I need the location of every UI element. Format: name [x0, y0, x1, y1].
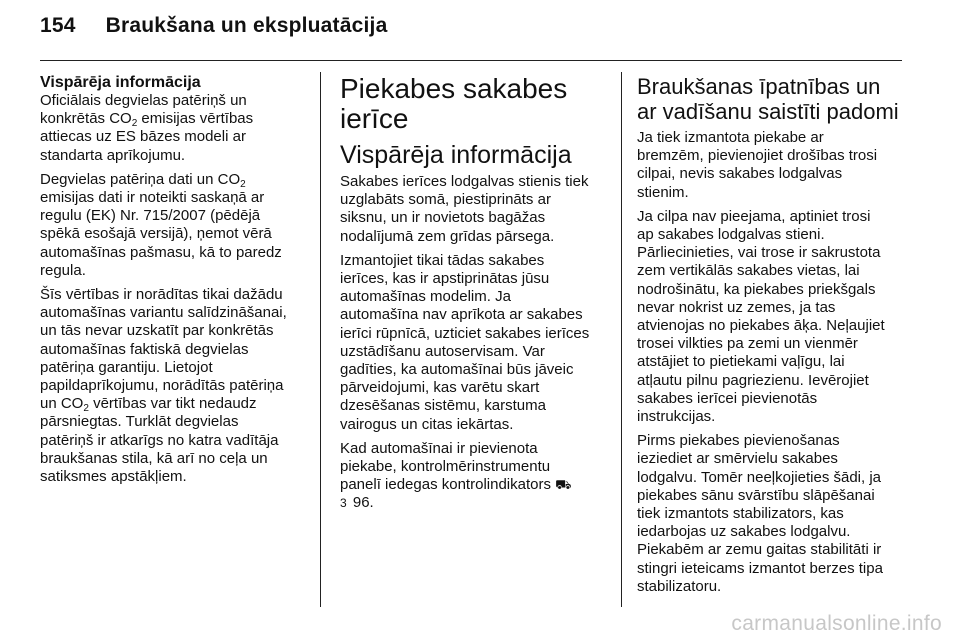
- page-number: 154: [40, 14, 76, 37]
- column-fuel-info: [40, 74, 308, 492]
- subsection-title-general-info: Vispārēja informācija: [340, 141, 572, 169]
- page-reference-link[interactable]: 96.: [348, 494, 374, 512]
- section-title-driving-tips: Braukšanas īpatnības un ar vadīšanu saistīti padomi: [637, 74, 899, 124]
- watermark: carmanualsonline.info: [731, 612, 942, 635]
- column-divider-right: [621, 72, 622, 607]
- section-heading-general-info: Vispārēja informācija: [40, 74, 201, 91]
- trailer-indicator-icon: ⛟: [555, 477, 572, 493]
- paragraph-fuel-consumption: Oficiālais degvielas patēriņš un konkrētās $CO_2$ emisijas vērtības attiecas uz ES bāzes modeli ar standarta aprīkojumu.: [40, 92, 254, 164]
- section-title-towing-device: Piekabes sakabes ierīce: [340, 73, 568, 134]
- paragraph-comparison: Šīs vērtības ir norādītas tikai dažādu automašīnas variantu salīdzināšanai, un tās nevar uzskatīt par konkrētās automašīnas faktiskā degvielas patēriņa garantiju. Lietojot papildaprīkojumu, norādītās patēriņa un $CO_2$ vērtības var tikt nedaudz pārsniegtas. Turklāt degvielas patēriņš ir atkarīgs no katra vadītāja braukšanas stila, kā arī no ceļa un satiksmes apstākļiem.: [40, 286, 287, 486]
- header-divider: [40, 60, 902, 61]
- column-divider-left: [320, 72, 321, 607]
- paragraph-storage: Sakabes ierīces lodgalvas stienis tiek uzglabāts somā, piestiprināts ar siksnu, un ir novietots bagāžas nodalījumā zem grīdas pārsega.: [340, 173, 589, 245]
- paragraph-lubrication: Pirms piekabes pievienošanas ieziediet ar smērvielu sakabes lodgalvu. Tomēr neeļkojieties šādi, ja piekabes sānu svārstību slāpēšanai tiek izmantots stabilizators, kas iedarbojas uz sakabes lodgalvu. Piekabēm ar zemu gaitas stabilitāti ir stingri ieteicams izmantot berzes tipa stabilizatoru.: [637, 432, 883, 595]
- paragraph-approved-devices: Izmantojiet tikai tādas sakabes ierīces, kas ir apstiprinātas jūsu automašīnas modelim. Ja automašīna nav aprīkota ar sakabes ierīci rūpnīcā, uzticiet sakabes ierīces uzstādīšanu autoservisam. Var gadīties, ka automašīnai būs jāveic pārveidojumi, kas varētu skart dzesēšanas sistēmu, karstuma vairogus un citas iekārtas.: [340, 251, 590, 433]
- page-reference-arrow-icon: 3: [340, 496, 347, 511]
- page-header: [40, 14, 900, 38]
- paragraph-regulation: Degvielas patēriņa dati un $CO_2$ emisijas dati ir noteikti saskaņā ar regulu (EK) Nr. 715/2007 (pēdējā spēkā esošajā versijā), ņemot vērā automašīnas pašmasu, kā to paredz regula.: [40, 170, 282, 279]
- column-driving-tips: [637, 74, 904, 596]
- paragraph-indicator: Kad automašīnai ir pievienota piekabe, kontrolmērinstrumentu panelī iedegas kontrolindikators ⛟ 3 96.: [340, 439, 572, 512]
- paragraph-safety-cable: Ja tiek izmantota piekabe ar bremzēm, pievienojiet drošības trosi cilpai, nevis sakabes lodgalvas stienim.: [637, 129, 878, 201]
- page-heading: Braukšana un ekspluatācija: [105, 14, 388, 37]
- paragraph-cable-wrap: Ja cilpa nav pieejama, aptiniet trosi ap sakabes lodgalvas stieni. Pārliecinieties, vai trose ir sakrustota zem vertikālās sakabes vietas, lai nodrošinātu, ka piekabes priekšgals nevar nokrist uz zemes, ja tas atvienojas no piekabes āķa. Neļaujiet trosei vilkties pa zemi un vienmēr atstājiet to pietiekami vaļīgu, lai atļautu pilnu pagriezienu. Ievērojiet sakabes ierīcei pievienotās instrukcijas.: [637, 207, 885, 426]
- column-towing-device: [340, 74, 610, 519]
